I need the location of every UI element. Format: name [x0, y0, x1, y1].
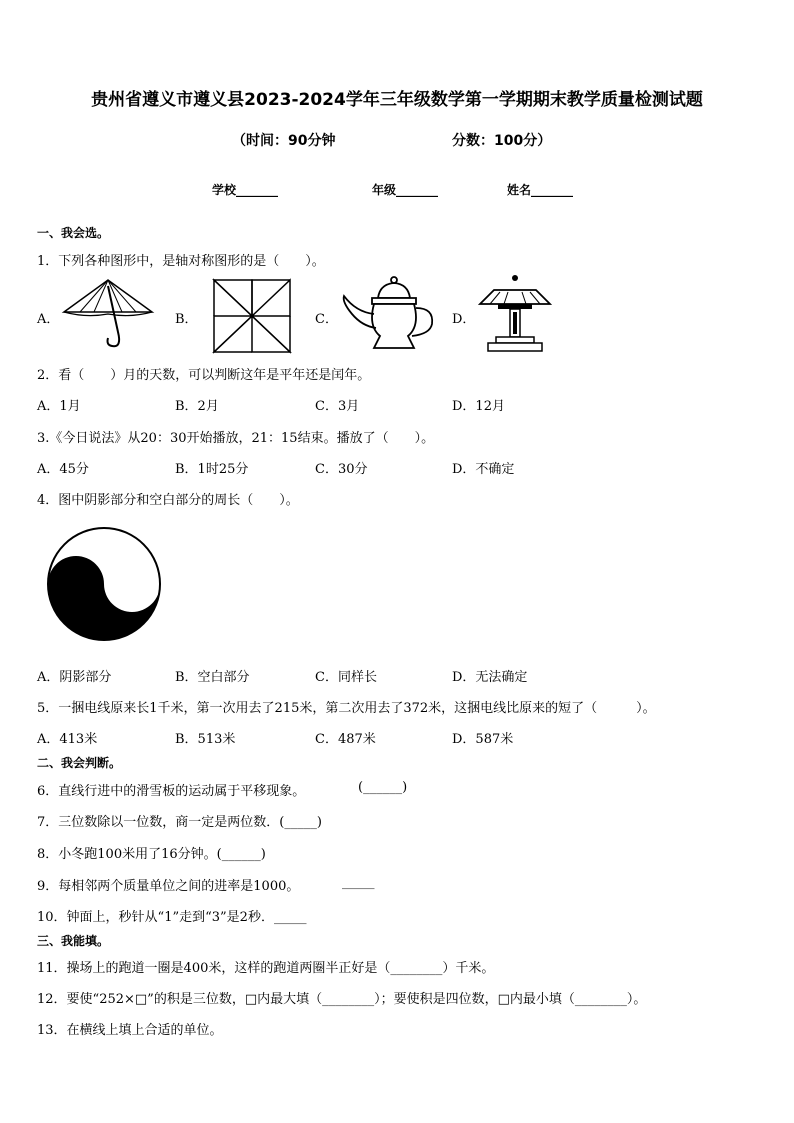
question-8: 8．小冬跑100米用了16分钟。(______): [37, 847, 266, 862]
q2-option-c: C．3月: [315, 399, 360, 414]
question-5: 5．一捆电线原来长1千米，第一次用去了215米，第二次用去了372米，这捆电线比原来的短了（ ）。: [37, 701, 656, 716]
school-field: 学校_______: [212, 183, 279, 197]
question-7: 7．三位数除以一位数，商一定是两位数．(_____): [37, 815, 322, 830]
pinwheel-figure: [200, 278, 304, 354]
q4-option-b: B．空白部分: [175, 670, 250, 685]
question-9: 9．每相邻两个质量单位之间的进率是1000。: [37, 879, 300, 894]
q1-option-d-label: D．: [452, 312, 476, 327]
yin-yang-figure: [46, 526, 162, 642]
section-heading-judge: 二、我会判断。: [37, 756, 122, 770]
section-heading-fill: 三、我能填。: [37, 934, 110, 948]
name-field: 姓名_______: [507, 183, 574, 197]
q5-option-d: D．587米: [452, 732, 514, 747]
q5-option-c: C．487米: [315, 732, 376, 747]
q9-answer-blank: _____: [342, 875, 375, 890]
q4-option-a: A．阴影部分: [37, 670, 112, 685]
q5-option-a: A．413米: [37, 732, 98, 747]
teapot-figure: [338, 274, 438, 354]
q6-answer-blank: (______): [358, 780, 408, 795]
q3-option-d: D．不确定: [452, 462, 515, 477]
q4-option-c: C．同样长: [315, 670, 377, 685]
question-3: 3.《今日说法》从20：30开始播放，21：15结束。播放了（ ）。: [37, 431, 435, 446]
q2-option-a: A．1月: [37, 399, 81, 414]
exam-time: （时间：90分钟: [232, 133, 336, 149]
question-1: 1．下列各种图形中，是轴对称图形的是（ ）。: [37, 254, 325, 269]
q1-option-b-label: B．: [175, 312, 198, 327]
question-2: 2．看（ ）月的天数，可以判断这年是平年还是闰年。: [37, 368, 371, 383]
q3-option-b: B．1时25分: [175, 462, 249, 477]
question-11: 11．操场上的跑道一圈是400米，这样的跑道两圈半正好是（________）千米。: [37, 961, 495, 976]
q5-option-b: B．513米: [175, 732, 236, 747]
q3-option-a: A．45分: [37, 462, 89, 477]
question-12: 12．要使“252×□”的积是三位数，□内最大填（________）；要使积是四位数，□内最小填（________）。: [37, 992, 647, 1007]
umbrella-figure: [60, 278, 156, 354]
q4-option-d: D．无法确定: [452, 670, 528, 685]
q3-option-c: C．30分: [315, 462, 368, 477]
question-10: 10．钟面上，秒针从“1”走到“3”是2秒．_____: [37, 910, 307, 925]
lamp-figure: [478, 274, 552, 354]
q2-option-d: D．12月: [452, 399, 505, 414]
q1-option-a-label: A．: [37, 312, 60, 327]
exam-score: 分数：100分）: [452, 133, 552, 149]
question-13: 13．在横线上填上合适的单位。: [37, 1023, 223, 1038]
question-6: 6．直线行进中的滑雪板的运动属于平移现象。: [37, 784, 306, 799]
page-title: 贵州省遵义市遵义县2023-2024学年三年级数学第一学期期末教学质量检测试题: [91, 90, 703, 110]
q2-option-b: B．2月: [175, 399, 219, 414]
question-4: 4．图中阴影部分和空白部分的周长（ ）。: [37, 493, 299, 508]
grade-field: 年级_______: [372, 183, 439, 197]
section-heading-choose: 一、我会选。: [37, 226, 110, 240]
q1-option-c-label: C．: [315, 312, 338, 327]
